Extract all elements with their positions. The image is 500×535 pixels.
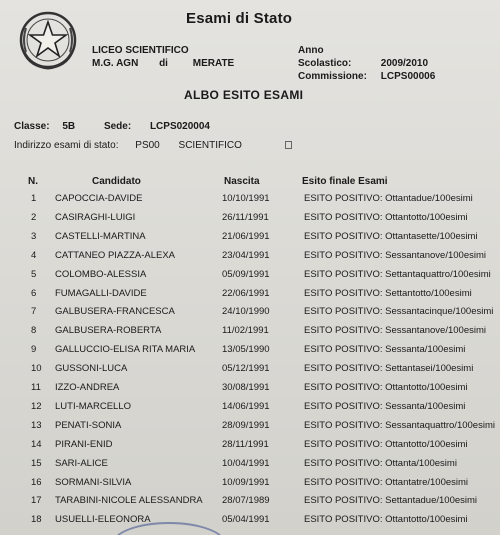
school-type: LICEO SCIENTIFICO — [92, 45, 189, 56]
exam-result: ESITO POSITIVO: Ottantotto/100esimi — [304, 382, 468, 393]
exam-result: ESITO POSITIVO: Sessantacinque/100esimi — [304, 306, 494, 318]
birth-date: 23/04/1991 — [222, 249, 270, 261]
exam-result: ESITO POSITIVO: Ottantotto/100esimi — [304, 211, 468, 223]
exam-result: ESITO POSITIVO: Settantadue/100esimi — [304, 495, 478, 507]
birth-date: 10/09/1991 — [222, 476, 270, 488]
candidate-name: SORMANI-SILVIA — [55, 476, 132, 488]
sede-value: LCPS020004 — [149, 121, 210, 132]
row-number: 10 — [31, 363, 42, 375]
candidate-name: TARABINI-NICOLE ALESSANDRA — [55, 495, 203, 507]
exam-result: ESITO POSITIVO: Settantotto/100esimi — [304, 287, 472, 299]
italian-republic-emblem-icon — [16, 8, 80, 72]
birth-date: 14/06/1991 — [222, 400, 270, 412]
exam-result: ESITO POSITIVO: Sessanta/100esimi — [304, 344, 466, 356]
school-info — [92, 44, 234, 70]
header-candidato: Candidato — [92, 176, 141, 187]
row-number: 6 — [31, 287, 37, 299]
birth-date: 21/06/1991 — [222, 230, 270, 242]
row-number: 11 — [31, 382, 41, 393]
table-row — [0, 344, 500, 360]
school-city: MERATE — [192, 58, 235, 69]
exam-result: ESITO POSITIVO: Settantaquattro/100esimi — [304, 268, 491, 280]
candidate-name: IZZO-ANDREA — [55, 382, 120, 393]
candidate-name: PENATI-SONIA — [55, 419, 122, 431]
albo-title: ALBO ESITO ESAMI — [184, 88, 304, 102]
exam-result: ESITO POSITIVO: Ottantasette/100esimi — [304, 230, 478, 242]
row-number: 16 — [31, 476, 42, 488]
exam-result: ESITO POSITIVO: Sessantanove/100esimi — [304, 249, 486, 261]
birth-date: 10/04/1991 — [222, 457, 270, 469]
birth-date: 28/07/1989 — [222, 495, 270, 507]
exam-result: ESITO POSITIVO: Ottantatre/100esimi — [304, 476, 469, 488]
row-number: 18 — [31, 514, 42, 526]
exam-result: ESITO POSITIVO: Sessantanove/100esimi — [304, 325, 486, 337]
row-number: 3 — [31, 230, 37, 242]
table-row — [0, 363, 500, 379]
row-number: 14 — [31, 438, 42, 450]
table-row — [0, 250, 500, 266]
exam-result: ESITO POSITIVO: Ottantotto/100esimi — [304, 438, 468, 450]
row-number: 1 — [31, 193, 37, 204]
candidate-name: CASTELLI-MARTINA — [55, 230, 146, 242]
anno-label: Anno Scolastico: — [298, 45, 352, 69]
birth-date: 10/10/1991 — [222, 193, 270, 204]
row-number: 4 — [31, 249, 37, 261]
table-row — [0, 477, 500, 493]
anno-value: 2009/2010 — [380, 58, 429, 69]
document-title: Esami di Stato — [186, 10, 293, 27]
table-row — [0, 458, 500, 474]
candidate-name: CAPOCCIA-DAVIDE — [55, 193, 143, 204]
classe-line — [14, 121, 210, 132]
birth-date: 05/12/1991 — [222, 363, 270, 375]
birth-date: 28/09/1991 — [222, 419, 270, 431]
row-number: 7 — [31, 306, 37, 318]
table-row — [0, 439, 500, 455]
candidate-name: CATTANEO PIAZZA-ALEXA — [55, 249, 176, 261]
school-name: M.G. AGN — [92, 58, 139, 69]
row-number: 13 — [31, 419, 42, 431]
birth-date: 05/04/1991 — [222, 514, 270, 526]
candidate-name: PIRANI-ENID — [55, 438, 113, 450]
row-number: 8 — [31, 325, 37, 337]
birth-date: 11/02/1991 — [222, 325, 269, 337]
table-row — [0, 212, 500, 228]
row-number: 15 — [31, 457, 42, 469]
indirizzo-line — [14, 140, 292, 151]
checkbox-icon — [285, 141, 292, 149]
table-row — [0, 401, 500, 417]
session-info — [298, 44, 435, 83]
table-row — [0, 306, 500, 322]
indirizzo-label: Indirizzo esami di stato: — [14, 140, 119, 151]
header-esito: Esito finale Esami — [302, 176, 388, 187]
birth-date: 30/08/1991 — [222, 382, 270, 393]
candidate-name: LUTI-MARCELLO — [55, 400, 132, 412]
candidate-name: GALBUSERA-ROBERTA — [55, 325, 162, 337]
candidate-name: USUELLI-ELEONORA — [55, 514, 151, 526]
candidate-name: COLOMBO-ALESSIA — [55, 268, 147, 280]
commissione-label: Commissione: — [298, 71, 367, 82]
row-number: 12 — [31, 400, 42, 412]
table-row — [0, 495, 500, 511]
table-row — [0, 514, 500, 530]
exam-result: ESITO POSITIVO: Sessantaquattro/100esimi — [304, 419, 495, 431]
candidate-name: GUSSONI-LUCA — [55, 363, 128, 375]
school-name-line — [92, 57, 234, 70]
exam-result: ESITO POSITIVO: Sessanta/100esimi — [304, 400, 466, 412]
exam-result: ESITO POSITIVO: Ottanta/100esimi — [304, 457, 457, 469]
exam-result: ESITO POSITIVO: Settantasei/100esimi — [304, 363, 474, 375]
birth-date: 22/06/1991 — [222, 287, 270, 299]
birth-date: 24/10/1990 — [222, 306, 270, 318]
birth-date: 05/09/1991 — [222, 268, 270, 280]
table-row — [0, 288, 500, 304]
header-n: N. — [28, 176, 38, 187]
indirizzo-name: SCIENTIFICO — [178, 140, 242, 151]
school-di: di — [159, 58, 168, 69]
row-number: 17 — [31, 495, 42, 507]
anno-row — [298, 44, 435, 70]
candidate-name: FUMAGALLI-DAVIDE — [55, 287, 147, 299]
table-row — [0, 325, 500, 341]
indirizzo-code: PS00 — [135, 140, 160, 151]
candidate-name: GALLUCCIO-ELISA RITA MARIA — [55, 344, 196, 356]
candidate-name: CASIRAGHI-LUIGI — [55, 211, 136, 223]
row-number: 2 — [31, 211, 37, 223]
classe-label: Classe: — [14, 121, 50, 132]
table-row — [0, 420, 500, 436]
birth-date: 26/11/1991 — [222, 211, 269, 223]
sede-label: Sede: — [103, 121, 132, 132]
classe-value: 5B — [62, 121, 76, 132]
birth-date: 13/05/1990 — [222, 344, 270, 356]
candidate-name: GALBUSERA-FRANCESCA — [55, 306, 175, 318]
table-row — [0, 382, 500, 398]
exam-result: ESITO POSITIVO: Ottantadue/100esimi — [304, 193, 473, 204]
exam-result: ESITO POSITIVO: Ottantotto/100esimi — [304, 514, 468, 526]
commissione-value: LCPS00006 — [380, 71, 436, 82]
birth-date: 28/11/1991 — [222, 438, 269, 450]
table-row — [0, 269, 500, 285]
row-number: 9 — [31, 344, 37, 356]
table-row — [0, 193, 500, 209]
row-number: 5 — [31, 268, 37, 280]
commissione-row — [298, 70, 435, 83]
table-row — [0, 231, 500, 247]
candidate-name: SARI-ALICE — [55, 457, 108, 469]
header-nascita: Nascita — [224, 176, 260, 187]
